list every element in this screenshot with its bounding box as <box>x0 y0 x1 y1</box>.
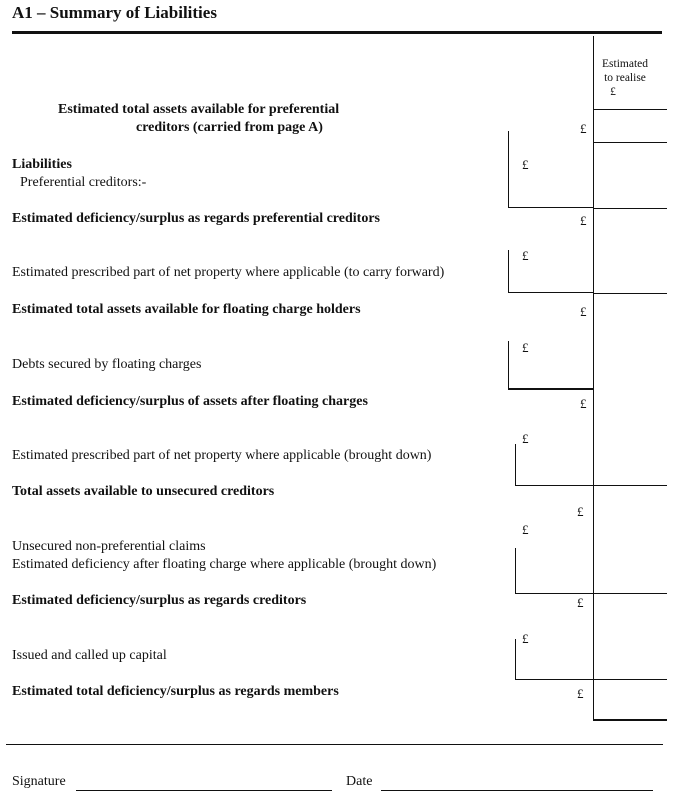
total-unsecured-label: Total assets available to unsecured creditors <box>12 484 275 499</box>
subtotal-box-left <box>508 131 509 207</box>
subtotal-box-left <box>508 250 509 292</box>
debts-floating-label: Debts secured by floating charges <box>12 357 202 372</box>
footer-rule <box>6 744 663 745</box>
currency-symbol: £ <box>577 686 584 701</box>
currency-symbol: £ <box>522 631 529 646</box>
subtotal-box-bottom <box>508 388 594 390</box>
total-rule <box>594 293 667 294</box>
deficiency-members-label: Estimated total deficiency/surplus as regards members <box>12 684 339 699</box>
deficiency-creditors-label: Estimated deficiency/surplus as regards creditors <box>12 593 307 608</box>
final-total-rule <box>593 719 667 721</box>
currency-symbol: £ <box>522 248 529 263</box>
signature-line[interactable] <box>76 790 332 791</box>
currency-symbol: £ <box>577 504 584 519</box>
total-rule <box>594 208 667 209</box>
issued-capital-label: Issued and called up capital <box>12 648 167 663</box>
subtotal-box-bottom <box>515 679 667 680</box>
prescribed-part-brought-label: Estimated prescribed part of net property where applicable (brought down) <box>12 448 432 463</box>
total-rule <box>594 142 667 143</box>
currency-symbol: £ <box>522 522 529 537</box>
estimated-column-divider <box>593 36 594 719</box>
prescribed-part-forward-label: Estimated prescribed part of net property where applicable (to carry forward) <box>12 265 445 280</box>
subtotal-box-left <box>515 639 516 679</box>
preferential-assets-label-1: Estimated total assets available for preferential <box>58 102 340 117</box>
deficiency-preferential-label: Estimated deficiency/surplus as regards preferential creditors <box>12 211 380 226</box>
subtotal-box-left <box>515 548 516 593</box>
preferential-creditors-label: Preferential creditors:- <box>20 175 147 190</box>
page-title: A1 – Summary of Liabilities <box>12 3 217 22</box>
header-rule <box>594 109 667 110</box>
deficiency-after-floating-label: Estimated deficiency after floating charge where applicable (brought down) <box>12 557 437 572</box>
deficiency-floating-label: Estimated deficiency/surplus of assets after floating charges <box>12 394 368 409</box>
subtotal-box-bottom <box>515 485 667 486</box>
currency-symbol: £ <box>522 340 529 355</box>
subtotal-box-bottom <box>508 292 593 293</box>
currency-symbol: £ <box>580 304 587 319</box>
date-label: Date <box>346 774 373 789</box>
date-line[interactable] <box>381 790 653 791</box>
liabilities-heading: Liabilities <box>12 157 72 172</box>
assets-floating-label: Estimated total assets available for floating charge holders <box>12 302 361 317</box>
column-header-to-realise: to realise <box>604 72 646 84</box>
preferential-assets-label-2: creditors (carried from page A) <box>136 120 323 135</box>
subtotal-box-left <box>508 341 509 388</box>
currency-symbol: £ <box>577 595 584 610</box>
column-header-estimated: Estimated <box>602 58 648 70</box>
subtotal-box-left <box>515 444 516 485</box>
currency-symbol: £ <box>580 121 587 136</box>
unsecured-claims-label: Unsecured non-preferential claims <box>12 539 206 554</box>
currency-symbol: £ <box>580 213 587 228</box>
currency-symbol: £ <box>522 157 529 172</box>
subtotal-box-bottom <box>508 207 593 208</box>
title-rule <box>12 31 662 34</box>
column-header-currency: £ <box>610 86 616 98</box>
signature-label: Signature <box>12 774 66 789</box>
subtotal-box-bottom <box>515 593 667 594</box>
currency-symbol: £ <box>522 431 529 446</box>
currency-symbol: £ <box>580 396 587 411</box>
